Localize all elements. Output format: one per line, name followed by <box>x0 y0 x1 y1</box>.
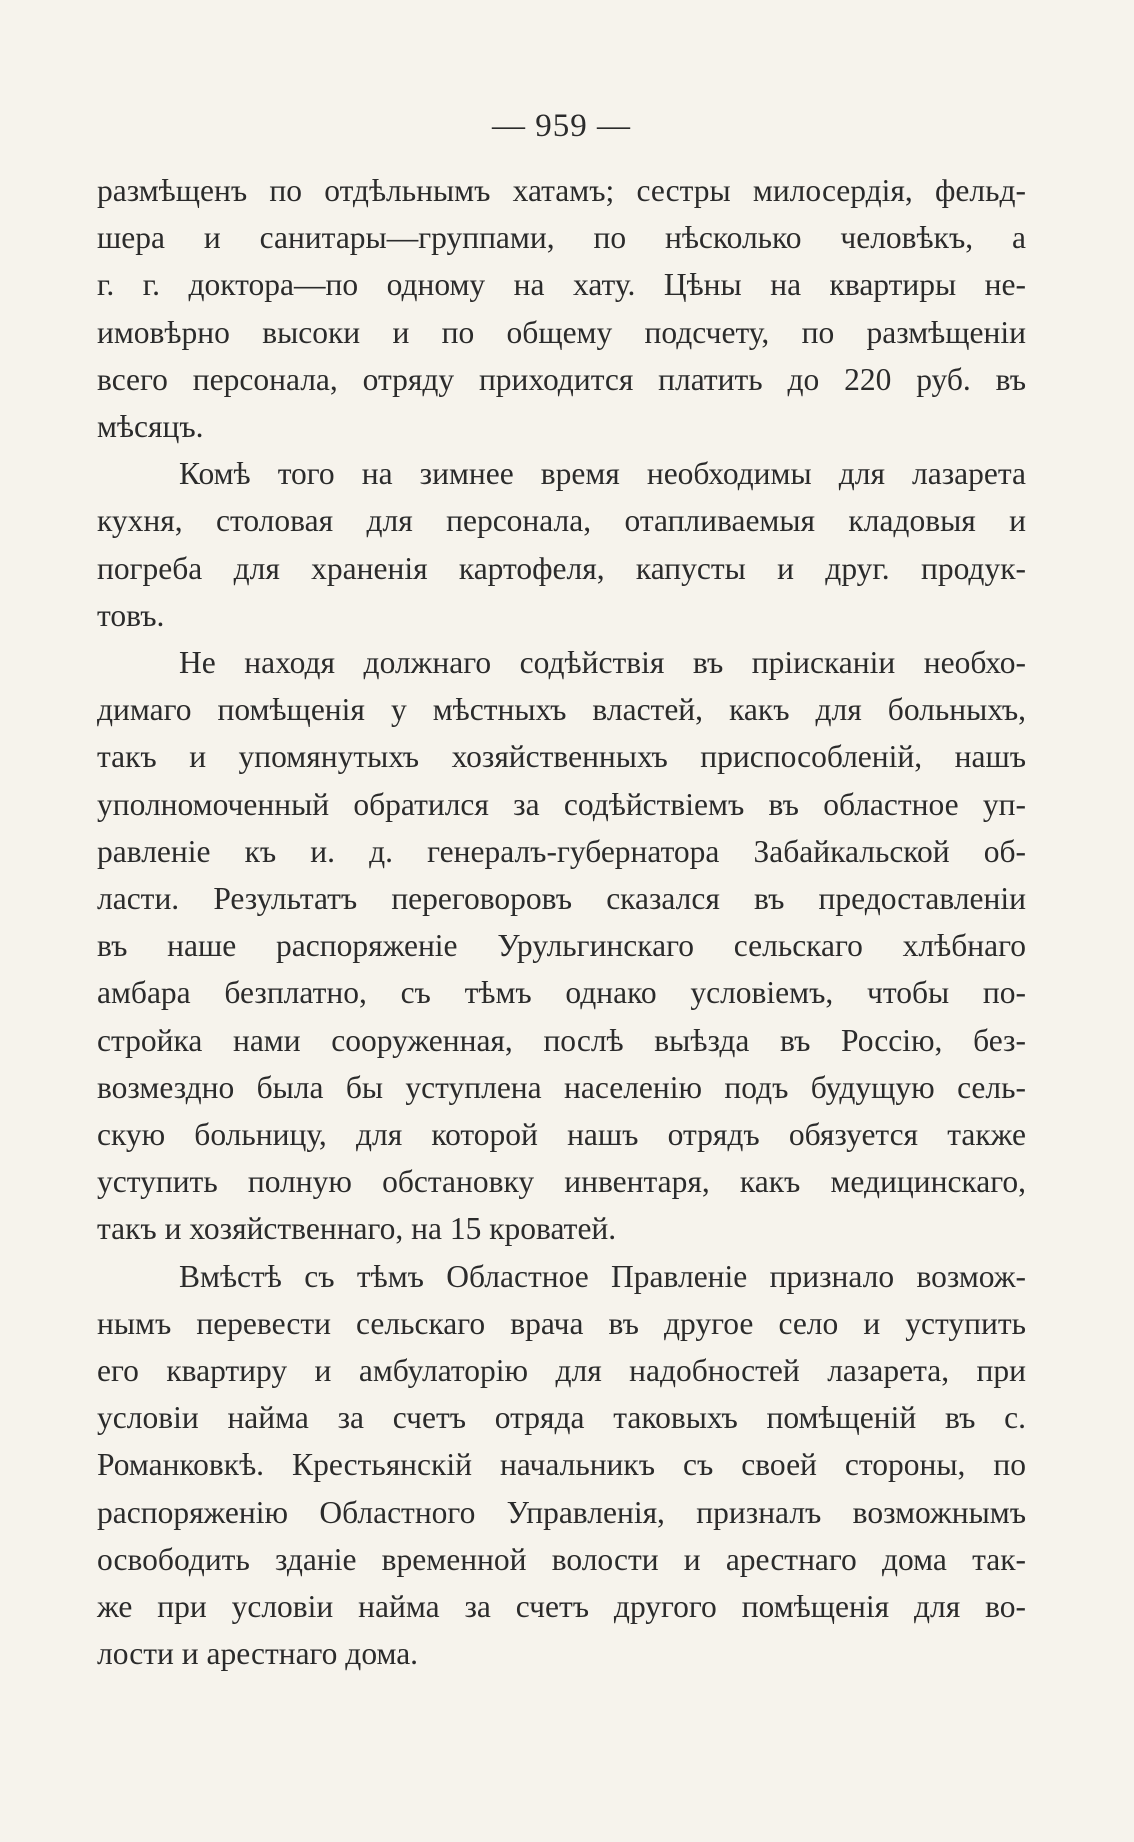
page-number: — 959 — <box>492 108 631 144</box>
text-line: г. г. доктора—по одному на хату. Цѣны на квартиры не- <box>97 267 1026 303</box>
text-line: размѣщенъ по отдѣльнымъ хатамъ; сестры милосердія, фельд- <box>97 173 1026 208</box>
text-line: уполномоченный обратился за содѣйствіемъ въ областное уп- <box>97 786 1026 822</box>
text-line: шера и санитары—группами, по нѣсколько человѣкъ, а <box>97 220 1026 256</box>
text-line: равленіе къ и. д. генералъ-губернатора Забайкальской об- <box>97 833 1026 869</box>
text-line: условіи найма за счетъ отряда таковыхъ помѣщеній въ с. <box>97 1400 1026 1436</box>
text-line: погреба для храненія картофеля, капусты и друг. продук- <box>97 550 1026 586</box>
text-line: мѣсяцъ. <box>97 409 204 445</box>
text-line: имовѣрно высоки и по общему подсчету, по размѣщеніи <box>97 314 1026 350</box>
text-line: освободить зданіе временной волости и арестнаго дома так- <box>97 1541 1026 1577</box>
paragraph <box>97 450 1026 639</box>
text-line: нымъ перевести сельскаго врача въ другое село и уступить <box>97 1305 1026 1341</box>
text-line: ласти. Результатъ переговоровъ сказался въ предоставленіи <box>97 881 1026 917</box>
text-line: такъ и хозяйственнаго, на 15 кроватей. <box>97 1211 617 1247</box>
text-line: Не находя должнаго содѣйствія въ пріисканіи необхо- <box>179 645 1026 681</box>
text-line: кухня, столовая для персонала, отапливаемыя кладовыя и <box>97 503 1026 539</box>
paragraph <box>97 167 1026 450</box>
text-line: Вмѣстѣ съ тѣмъ Областное Правленіе признало возмож- <box>179 1258 1026 1294</box>
text-line: димаго помѣщенія у мѣстныхъ властей, какъ для больныхъ, <box>97 692 1026 728</box>
paragraph <box>97 639 1026 1253</box>
text-line: товъ. <box>97 597 165 633</box>
paragraph <box>97 1253 1026 1678</box>
text-line: уступить полную обстановку инвентаря, какъ медицинскаго, <box>97 1164 1026 1200</box>
text-line: стройка нами сооруженная, послѣ выѣзда въ Россію, без- <box>97 1022 1026 1058</box>
text-line: такъ и упомянутыхъ хозяйственныхъ приспособленій, нашъ <box>97 739 1026 775</box>
text-line: всего персонала, отряду приходится платить до 220 руб. въ <box>97 361 1026 397</box>
text-line: въ наше распоряженіе Урульгинскаго сельскаго хлѣбнаго <box>97 928 1026 964</box>
text-line: Комѣ того на зимнее время необходимы для лазарета <box>179 456 1026 492</box>
text-line: же при условіи найма за счетъ другого помѣщенія для во- <box>97 1589 1026 1625</box>
text-line: возмездно была бы уступлена населенію подъ будущую сель- <box>97 1069 1026 1105</box>
text-line: распоряженію Областного Управленія, призналъ возможнымъ <box>97 1494 1026 1530</box>
text-line: лости и арестнаго дома. <box>97 1636 419 1672</box>
text-line: скую больницу, для которой нашъ отрядъ обязуется также <box>97 1117 1026 1153</box>
text-line: амбара безплатно, съ тѣмъ однако условіемъ, чтобы по- <box>97 975 1026 1011</box>
text-line: Романковкѣ. Крестьянскій начальникъ съ своей стороны, по <box>97 1447 1026 1483</box>
body-text <box>97 167 1026 1678</box>
text-line: его квартиру и амбулаторію для надобностей лазарета, при <box>97 1353 1026 1389</box>
